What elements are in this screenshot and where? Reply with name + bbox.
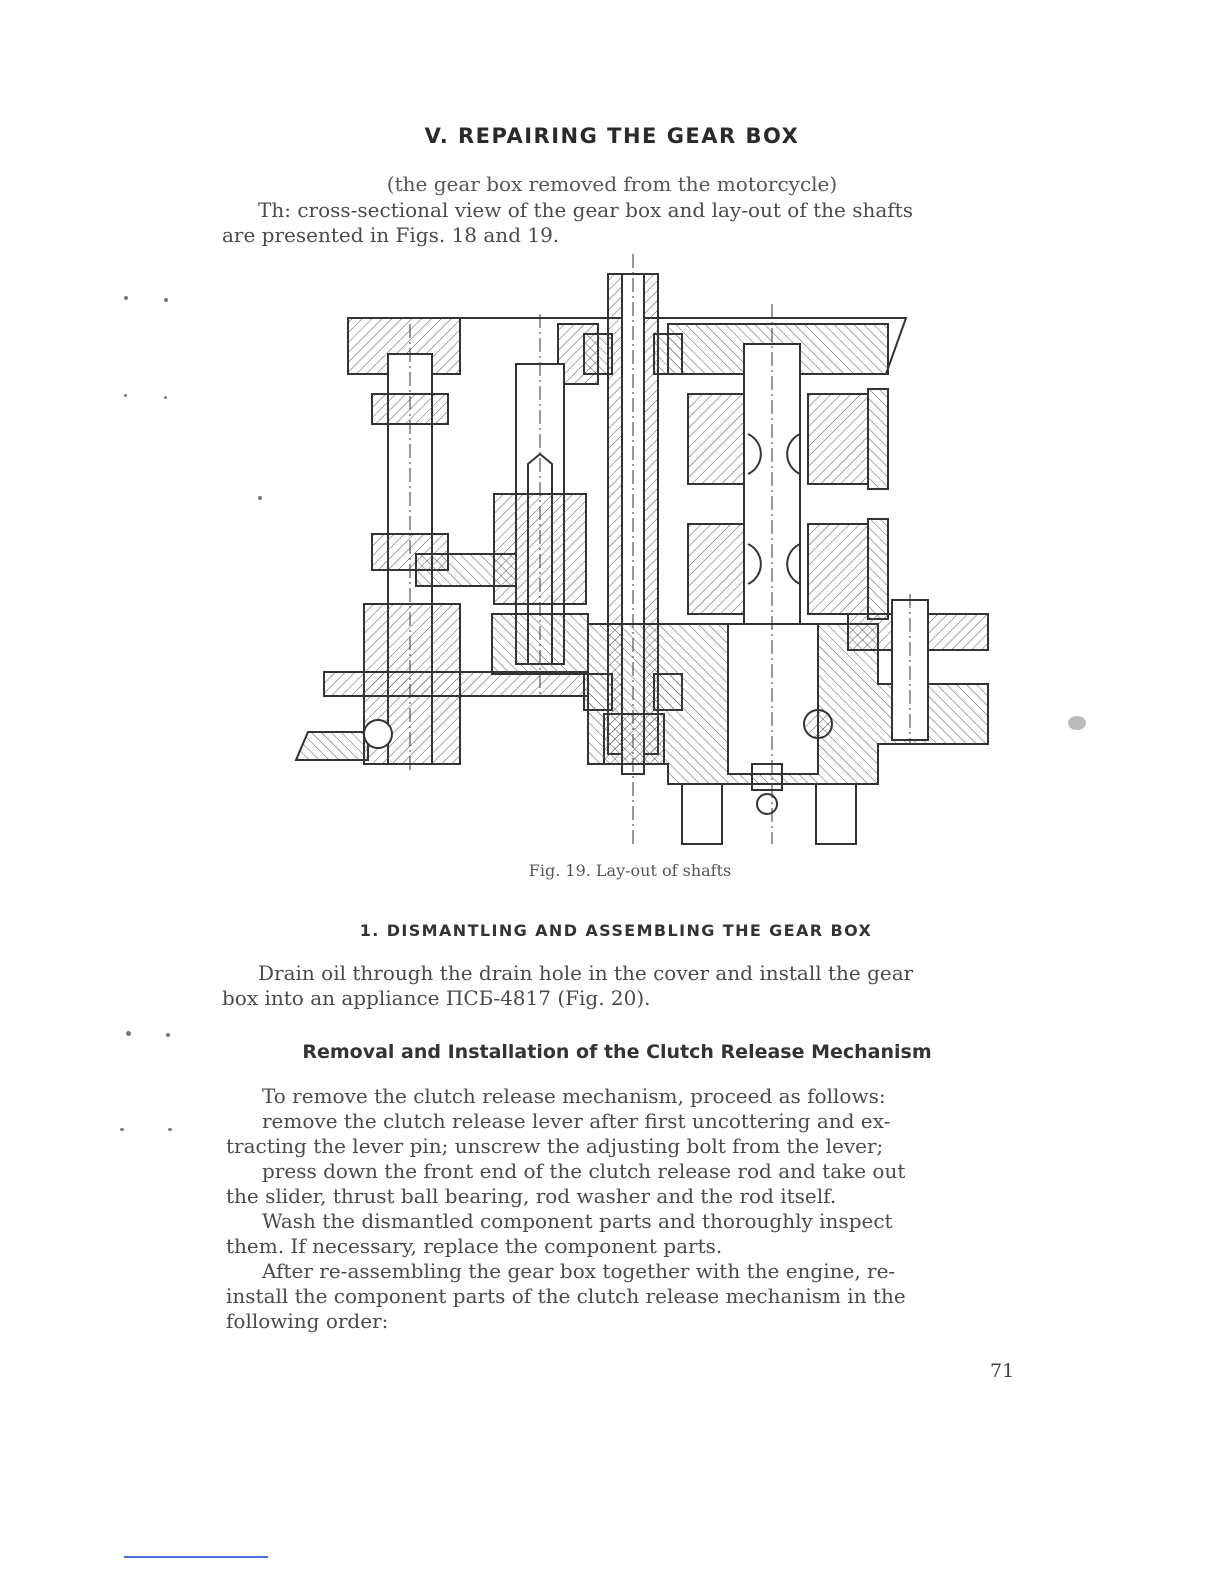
scan-speck	[166, 1033, 170, 1037]
chapter-title: V. REPAIRING THE GEAR BOX	[424, 124, 800, 148]
removal-paragraph	[226, 1084, 1014, 1334]
removal-line: them. If necessary, replace the component parts.	[226, 1234, 723, 1258]
intro-paragraph	[222, 198, 1008, 248]
drain-paragraph	[222, 961, 1012, 1011]
scan-speck	[124, 296, 128, 300]
scan-speck	[168, 1128, 172, 1131]
drain-line: Drain oil through the drain hole in the cover and install the gear	[258, 961, 914, 985]
scan-speck	[1068, 716, 1086, 730]
intro-line: Th: cross-sectional view of the gear box and lay-out of the shafts	[258, 198, 913, 222]
removal-line: After re-assembling the gear box together with the engine, re-	[262, 1259, 896, 1283]
scan-speck	[164, 298, 168, 302]
scan-speck	[120, 1128, 124, 1131]
removal-line: install the component parts of the clutch release mechanism in the	[226, 1284, 906, 1308]
scan-speck	[126, 1031, 131, 1036]
removal-line: remove the clutch release lever after first uncottering and ex-	[262, 1109, 891, 1133]
shaft-layout-drawing	[288, 244, 1000, 852]
figure-caption: Fig. 19. Lay-out of shafts	[528, 861, 732, 880]
scan-speck	[124, 394, 127, 397]
removal-line: Wash the dismantled component parts and thoroughly inspect	[262, 1209, 893, 1233]
scan-speck	[164, 396, 167, 399]
removal-line: following order:	[226, 1309, 389, 1333]
removal-line: the slider, thrust ball bearing, rod washer and the rod itself.	[226, 1184, 837, 1208]
page-number: 71	[990, 1360, 1015, 1382]
footnote-rule	[124, 1556, 268, 1558]
scan-speck	[258, 496, 262, 500]
intro-line: are presented in Figs. 18 and 19.	[222, 223, 560, 247]
drain-line: box into an appliance ПСБ-4817 (Fig. 20).	[222, 986, 651, 1010]
subsection-heading: Removal and Installation of the Clutch Release Mechanism	[302, 1041, 932, 1063]
removal-line: To remove the clutch release mechanism, proceed as follows:	[262, 1084, 886, 1108]
removal-line: tracting the lever pin; unscrew the adjusting bolt from the lever;	[226, 1134, 884, 1158]
removal-line: press down the front end of the clutch release rod and take out	[262, 1159, 906, 1183]
section-heading: 1. DISMANTLING AND ASSEMBLING THE GEAR BOX	[359, 921, 873, 940]
chapter-subtitle: (the gear box removed from the motorcycle)	[386, 172, 838, 196]
